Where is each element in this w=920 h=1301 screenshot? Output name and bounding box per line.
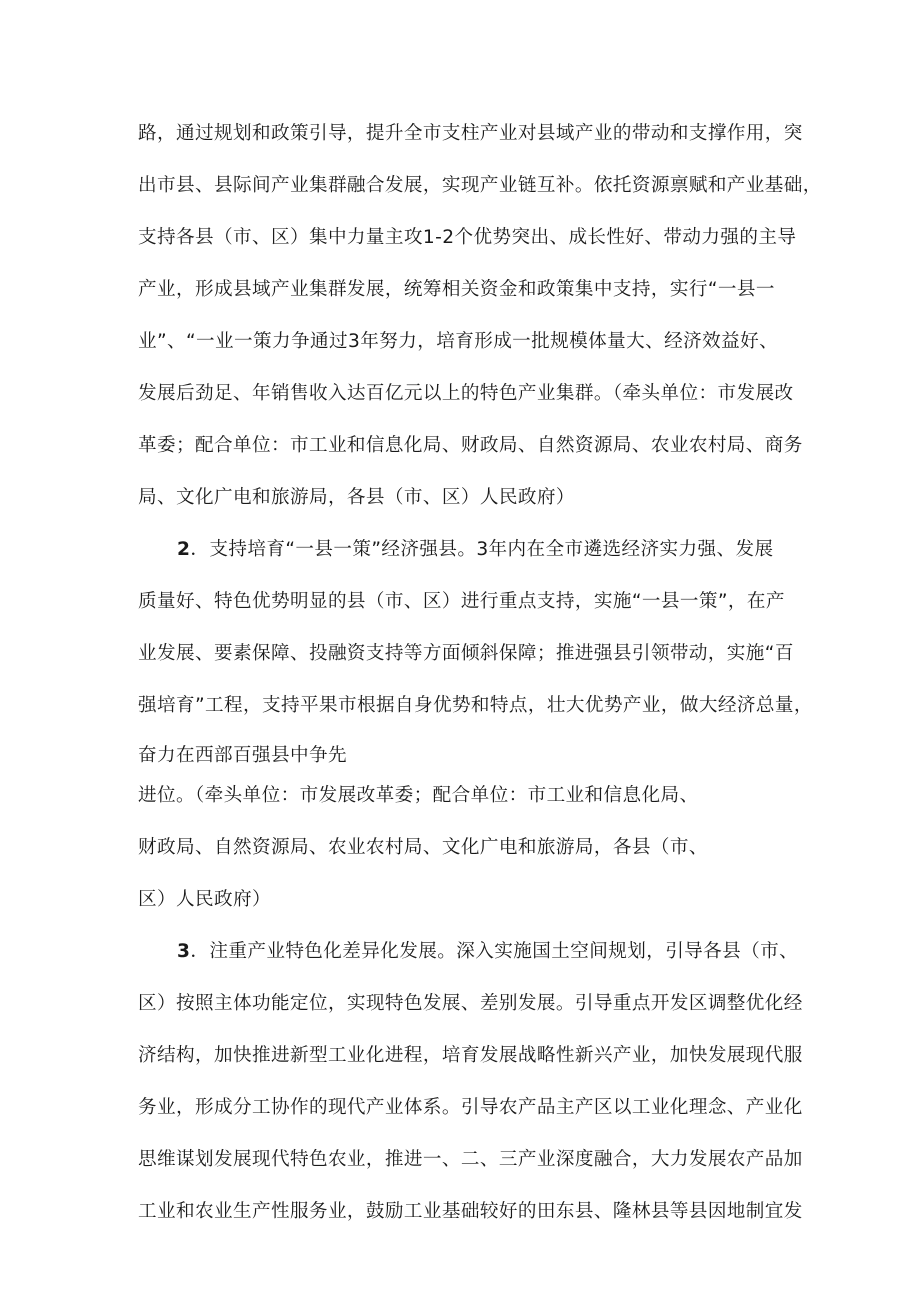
text-line: 发展后劲足、年销售收入达百亿元以上的特色产业集群。（牵头单位：市发展改 bbox=[138, 383, 794, 404]
text-line: 产业，形成县域产业集群发展，统筹相关资金和政策集中支持，实行“一县一 bbox=[138, 279, 775, 300]
text-line: ．支持培育“一县一策”经济强县。3年内在全市遴选经济实力强、发展 bbox=[190, 539, 774, 560]
text-line: 进位。（牵头单位：市发展改革委；配合单位：市工业和信息化局、 bbox=[138, 785, 699, 806]
text-line: 出市县、县际间产业集群融合发展，实现产业链互补。依托资源禀赋和产业基础， bbox=[138, 175, 822, 196]
text-line: 强培育”工程，支持平果市根据自身优势和特点，壮大优势产业，做大经济总量， bbox=[138, 695, 813, 716]
paragraph-3-first-line bbox=[177, 940, 798, 964]
text-line: 济结构，加快推进新型工业化进程，培育发展战略性新兴产业，加快发展现代服 bbox=[138, 1045, 803, 1066]
text-line: 区）按照主体功能定位，实现特色发展、差别发展。引导重点开发区调整优化经 bbox=[138, 993, 803, 1014]
paragraph-number: 3 bbox=[177, 941, 191, 962]
text-line: 局、文化广电和旅游局，各县（市、区）人民政府） bbox=[138, 487, 575, 508]
text-line: ．注重产业特色化差异化发展。深入实施国土空间规划，引导各县（市、 bbox=[190, 941, 799, 962]
text-line: 业发展、要素保障、投融资支持等方面倾斜保障；推进强县引领带动，实施“百 bbox=[138, 643, 794, 664]
text-line: 质量好、特色优势明显的县（市、区）进行重点支持，实施“一县一策”，在产 bbox=[138, 591, 785, 612]
paragraph-number: 2 bbox=[177, 539, 191, 560]
text-line: 区）人民政府） bbox=[138, 889, 271, 910]
text-line: 思维谋划发展现代特色农业，推进一、二、三产业深度融合，大力发展农产品加 bbox=[138, 1149, 803, 1170]
text-line: 革委；配合单位：市工业和信息化局、财政局、自然资源局、农业农村局、商务 bbox=[138, 435, 803, 456]
text-line: 业”、“一业一策力争通过3年努力，培育形成一批规模体量大、经济效益好、 bbox=[138, 331, 779, 352]
text-line: 务业，形成分工协作的现代产业体系。引导农产品主产区以工业化理念、产业化 bbox=[138, 1097, 803, 1118]
text-line: 奋力在西部百强县中争先 bbox=[138, 745, 347, 766]
paragraph-2-first-line bbox=[177, 538, 773, 562]
text-line: 财政局、自然资源局、农业农村局、文化广电和旅游局，各县（市、 bbox=[138, 837, 708, 858]
text-line: 支持各县（市、区）集中力量主攻1-2个优势突出、成长性好、带动力强的主导 bbox=[138, 227, 797, 248]
text-line: 工业和农业生产性服务业，鼓励工业基础较好的田东县、隆林县等县因地制宜发 bbox=[138, 1201, 803, 1222]
text-line: 路，通过规划和政策引导，提升全市支柱产业对县域产业的带动和支撑作用，突 bbox=[138, 123, 803, 144]
